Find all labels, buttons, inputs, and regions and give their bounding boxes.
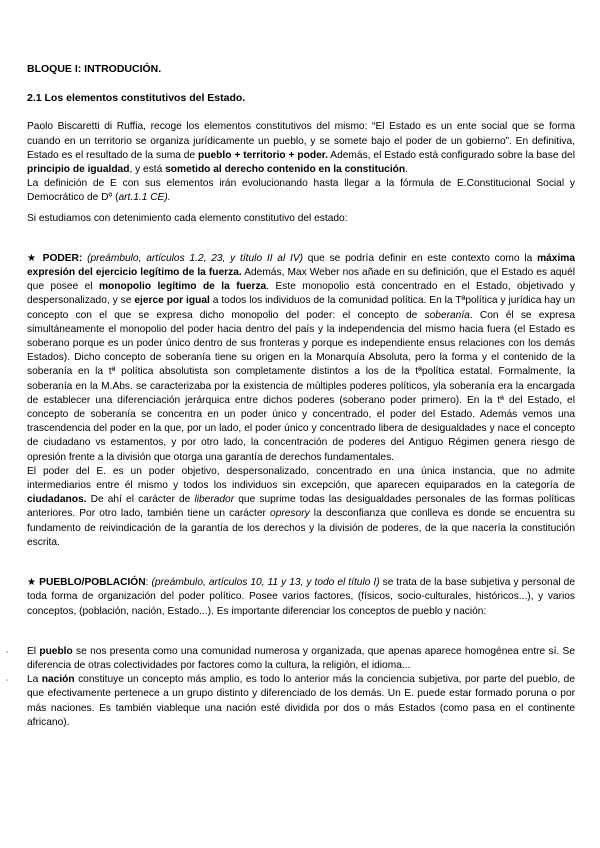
poder-label: PODER: [37,252,83,264]
poder-bold-text: máxima expresión del ejercicio legítimo de la fuerza. [27,252,576,279]
intro-text: Además, el Estado está configurado sobre la base del [327,149,575,161]
section-heading: 2.1 Los elementos constitutivos del Estado. [27,92,246,105]
poder-text: que suprime todas las desigualdades personales de las formas políticas anteriores. Por otro lado, también tiene un carácter [27,494,575,520]
pueblo-label: PUEBLO/POBLACIÓN [36,577,146,589]
poder-text: la desconfianza que conlleva es donde se encuentra su fundamento de reivindicación de la garantía de los derechos y la división de poderes, de la que nacería la constitución escrita. [27,508,576,548]
intro-text: Paolo Biscaretti di Ruffia, recoge los elementos constitutivos del mismo: “El Estado es un ente social que se forma cuando en un territorio se organiza jurídicamente un pueblo, y se somete bajo el poder de un gobierno”. En definitiva, Estado es el resultado de la suma de [27,121,575,161]
pueblo-article-ref: (preámbulo, artículos 10, 11 y 13, y todo el título I) [151,577,380,589]
pueblo-text: : [145,577,152,589]
pueblo-nacion-list [6,645,575,730]
document-page [6,62,576,730]
definition-paragraph [27,177,575,205]
list-item [6,673,575,730]
poder-bold-text: ciudadanos. [27,494,87,506]
intro-paragraph [27,120,575,177]
poder-text: . Con él se expresa simultáneamente el monopolio del poder hacia dentro del país y la independencia del mismo hacia fuera (el Estado es soberano porque es un poder único dentro de sus fronteras y porque es independiente ensus relaciones con los demás Estados). Dicho concepto de soberanía tiene su origen en la Monarquía Absoluta, pero la forma y el contenido de la soberanía en la tª política absolutista son completamente distintos a los de la tªpolítica estatal. Formalmente, la soberanía en la M.Abs. se caracterizaba por la existencia de múltiples poderes políticos, yla soberanía era la encargada de establecer una diferenciación jerárquica entre dichos poderes (soberano poder primero). En la tª del Estado, el concepto de soberanía se concentra en un poder único y concentrado, el poder del Estado. Además vemos una trascendencia del poder en la que, por un lado, el poder único y concentrado libera de desigualdades y nace el concepto de ciudadano vs estamentos, y por otro lado, la concentración de poderes del Antiguo Régimen genera riesgo de opresión frente a la división que otorga una garantía de derechos fundamentales. [27,309,576,463]
poder-paragraph [27,252,575,465]
list-text: constituye un concepto más amplio, es todo lo anterior más la conciencia subjetiva, por parte del pueblo, de que efectivamente pertenece a un grupo distinto y diferenciado de los demás. Un E. puede estar formado poruna o por más naciones. Es también viableque una nación esté dividida por dos o más Estados (como pasa en el continente africano). [27,674,575,728]
pueblo-paragraph [27,576,575,619]
poder-bold-text: monopolio legítimo de la fuerza [98,281,267,293]
intro-text: . [405,164,408,176]
list-text: se nos presenta como una comunidad numerosa y organizada, que apenas aparece homogénea entre sí. Se diferencia de otras colectividades por factores como la cultura, la religión, el idioma... [27,645,575,671]
definition-text: La definición de E con sus elementos irán evolucionando hasta llegar a la fórmula de E.Constitucional Social y Democrático de Dº ( [27,178,575,204]
study-paragraph: Si estudiamos con detenimiento cada elemento constitutivo del estado: [27,212,348,224]
definition-article-ref: art.1.1 CE). [118,192,171,204]
star-icon: ★ [27,252,38,264]
poder-italic-text: soberanía [424,309,470,321]
poder-text: que se podría definir en este contexto como la [303,252,538,264]
pueblo-text: se trata de la base subjetiva y personal de toda forma de organización del poder político. Posee varios factores, (físicos, socio-culturales, históricos...), y varios conceptos, (población, nación, Estado...). Es importante diferenciar los conceptos de pueblo y nación: [27,577,575,617]
document-title: BLOQUE I: INTRODUCIÓN. [27,63,162,75]
intro-text: , y está [129,164,166,176]
list-item [6,645,575,673]
poder-text: Además, Max Weber nos añade en su definición, que el Estado es aquél que posee el [27,267,575,293]
star-icon: ★ [27,577,37,589]
list-text: El [27,645,40,657]
poder-text: . Este monopolio está concentrado en el Estado, objetivado y despersonalizado, y se [27,281,575,307]
intro-bold-equality: principio de igualdad [27,164,130,176]
list-bold-text: nación [41,674,75,686]
poder-italic-text: opresory [270,508,310,520]
poder-text: De ahí el carácter de [86,494,195,506]
poder-bold-text: ejerce por igual [134,295,210,307]
poder-italic-text: liberador [194,494,235,506]
poder-paragraph-2 [27,465,575,550]
intro-bold-elements: pueblo + territorio + poder. [198,149,328,161]
poder-article-ref: (preámbulo, artículos 1.2, 23, y título II al IV) [82,252,304,264]
intro-bold-constitution: sometido al derecho contenido en la constitución [165,164,406,176]
list-bold-text: pueblo [39,645,73,657]
list-text: La [27,674,42,686]
bullet-icon: ▫ [6,678,9,685]
poder-text: El poder del E. es un poder objetivo, despersonalizado, concentrado en una única instancia, que no admite intermediarios entre él mismo y todos los individuos sin excepción, que aparecen equiparados en la categoría de [27,465,575,492]
poder-text: a todos los individuos de la comunidad política. En la Tªpolítica y jurídica hay un concepto con el que se expresa dicho monopolio del poder: el concepto de [27,295,575,321]
bullet-icon: ▫ [6,649,9,656]
